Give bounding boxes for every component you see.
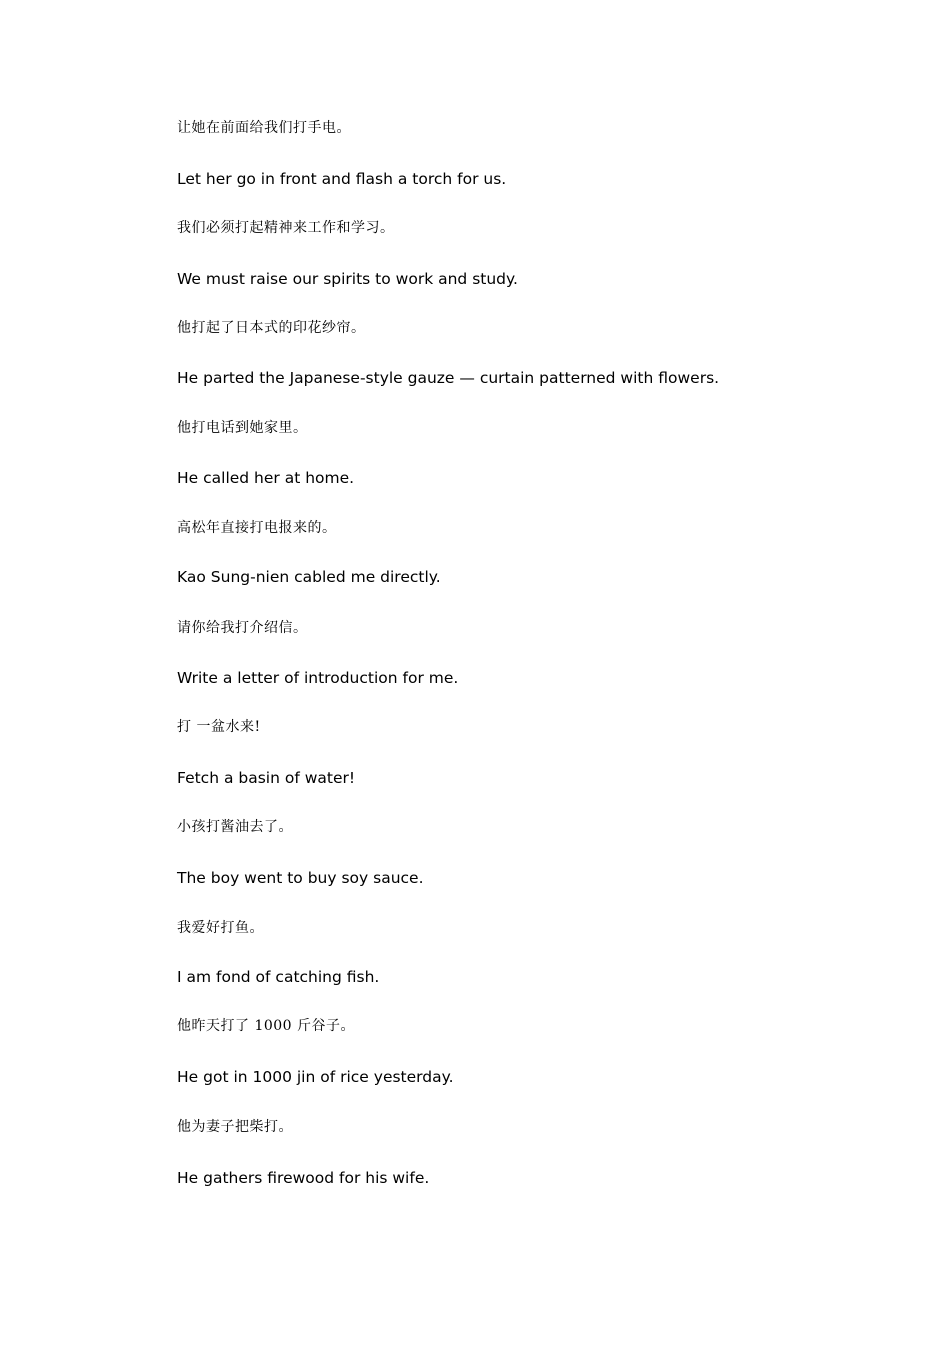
english-translation-3: He parted the Japanese-style gauze — curtain patterned with flowers. (177, 369, 720, 387)
chinese-sentence-3: 他打起了日本式的印花纱帘。 (177, 320, 366, 336)
english-translation-7: Fetch a basin of water! (177, 769, 356, 787)
english-translation-2: We must raise our spirits to work and study. (177, 270, 518, 288)
chinese-sentence-4: 他打电话到她家里。 (177, 420, 308, 436)
english-translation-6: Write a letter of introduction for me. (177, 669, 459, 687)
english-translation-9: I am fond of catching fish. (177, 968, 380, 986)
chinese-sentence-11: 他为妻子把柴打。 (177, 1119, 293, 1135)
chinese-sentence-10: 他昨天打了 1000 斤谷子。 (177, 1018, 356, 1034)
chinese-sentence-6: 请你给我打介绍信。 (177, 620, 308, 636)
chinese-sentence-8: 小孩打酱油去了。 (177, 819, 293, 835)
chinese-sentence-9: 我爱好打鱼。 (177, 920, 264, 936)
chinese-sentence-2: 我们必须打起精神来工作和学习。 (177, 220, 395, 236)
english-translation-8: The boy went to buy soy sauce. (177, 869, 424, 887)
english-translation-11: He gathers firewood for his wife. (177, 1169, 430, 1187)
chinese-sentence-7: 打 一盆水来! (177, 719, 261, 735)
english-translation-4: He called her at home. (177, 469, 355, 487)
english-translation-10: He got in 1000 jin of rice yesterday. (177, 1068, 454, 1086)
english-translation-5: Kao Sung-nien cabled me directly. (177, 568, 441, 586)
chinese-sentence-1: 让她在前面给我们打手电。 (177, 120, 351, 136)
chinese-sentence-5: 高松年直接打电报来的。 (177, 520, 337, 536)
english-translation-1: Let her go in front and flash a torch for us. (177, 170, 507, 188)
